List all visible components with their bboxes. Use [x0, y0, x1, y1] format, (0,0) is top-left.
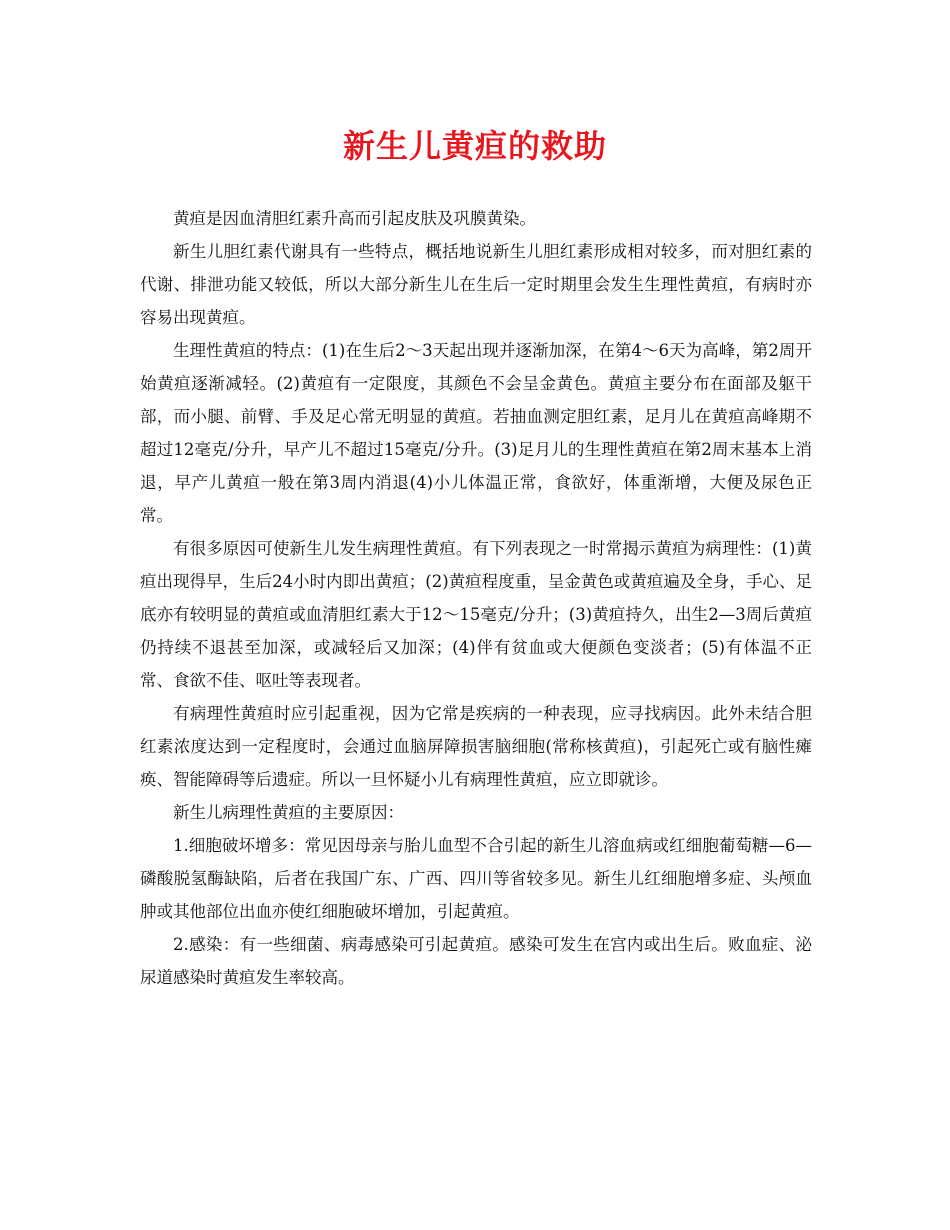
paragraph-importance: 有病理性黄疸时应引起重视，因为它常是疾病的一种表现，应寻找病因。此外未结合胆红素浓度达到一定程度时，会通过血脑屏障损害脑细胞(常称核黄疸)，引起死亡或有脑性瘫痪、智能障碍等后遗症。所以一旦怀疑小儿有病理性黄疸，应立即就诊。: [140, 704, 812, 789]
paragraph-metabolism: 新生儿胆红素代谢具有一些特点，概括地说新生儿胆红素形成相对较多，而对胆红素的代谢、排泄功能又较低，所以大部分新生儿在生后一定时期里会发生生理性黄疸，有病时亦容易出现黄疸。: [140, 242, 812, 327]
document-body: [140, 202, 812, 994]
paragraph-causes-heading: 新生儿病理性黄疸的主要原因：: [173, 803, 404, 822]
paragraph-physiological-features: 生理性黄疸的特点：(1)在生后2～3天起出现并逐渐加深，在第4～6天为高峰，第2周开始黄疸逐渐减轻。(2)黄疸有一定限度，其颜色不会呈金黄色。黄疸主要分布在面部及躯干部，而小腿、前臂、手及足心常无明显的黄疸。若抽血测定胆红素，足月儿在黄疸高峰期不超过12毫克/分升，早产儿不超过15毫克/分升。(3)足月儿的生理性黄疸在第2周末基本上消退，早产儿黄疸一般在第3周内消退(4)小儿体温正常，食欲好，体重渐增，大便及尿色正常。: [140, 341, 812, 525]
document-title: 新生儿黄疸的救助: [342, 127, 607, 165]
paragraph-definition: 黄疸是因血清胆红素升高而引起皮肤及巩膜黄染。: [173, 209, 536, 228]
paragraph-pathological-signs: 有很多原因可使新生儿发生病理性黄疸。有下列表现之一时常揭示黄疸为病理性：(1)黄疸出现得早，生后24小时内即出黄疸；(2)黄疸程度重，呈金黄色或黄疸遍及全身，手心、足底亦有较明显的黄疸或血清胆红素大于12～15毫克/分升；(3)黄疸持久，出生2—3周后黄疸仍持续不退甚至加深，或减轻后又加深；(4)伴有贫血或大便颜色变淡者；(5)有体温不正常、食欲不佳、呕吐等表现者。: [140, 539, 812, 690]
paragraph-cause-infection: 2.感染：有一些细菌、病毒感染可引起黄疸。感染可发生在宫内或出生后。败血症、泌尿道感染时黄疸发生率较高。: [140, 935, 812, 987]
paragraph-cause-hemolysis: 1.细胞破坏增多：常见因母亲与胎儿血型不合引起的新生儿溶血病或红细胞葡萄糖—6—磷酸脱氢酶缺陷，后者在我国广东、广西、四川等省较多见。新生儿红细胞增多症、头颅血肿或其他部位出血亦使红细胞破坏增加，引起黄疸。: [140, 836, 812, 921]
